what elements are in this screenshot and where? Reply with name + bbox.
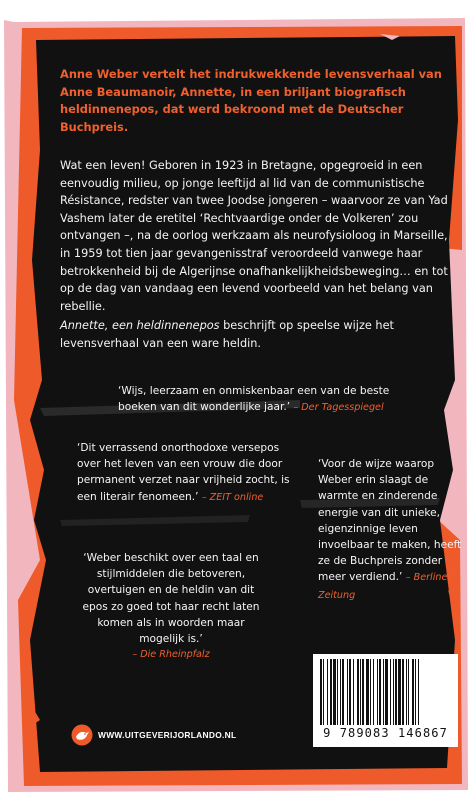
synopsis-paragraph: Wat een leven! Geboren in 1923 in Bretagne, opgegroeid in een eenvoudig milieu, op jonge leeftijd al lid van de communistische Résistance, redster van twee Joodse jongeren – waarvoor ze van Yad Vashem later de eretitel ‘Rechtvaardige onder de Volkeren’ zou ontvangen –, na de oorlog werkzaam als neurofysioloog in Marseille, in 1959 tot tien jaar gevangenisstraf veroordeeld vanwege haar betrokkenheid bij de Algerijnse onafhankelijkheidsbeweging… en tot op de dag van vandaag een levend voorbeeld van het belang van rebellie. [60, 159, 448, 313]
barcode-bar [342, 659, 344, 725]
barcode-bar [406, 659, 407, 725]
barcode-bar [370, 659, 371, 725]
barcode-bar [366, 659, 369, 725]
barcode-bar [330, 659, 332, 725]
isbn-number: 9 789083 146867 [323, 726, 448, 740]
review-quote-zeit [77, 440, 299, 506]
barcode-bar [362, 659, 364, 725]
summary-paragraph [60, 317, 455, 352]
bird-in-circle-icon [71, 724, 93, 746]
barcode-bar [379, 659, 381, 725]
quote-source: – Der Tagesspiegel [293, 402, 384, 414]
barcode-bar [320, 659, 322, 725]
barcode-bar [390, 659, 391, 725]
barcode-bars [320, 659, 451, 725]
isbn-barcode [313, 654, 458, 747]
barcode-bar [360, 659, 361, 725]
book-title-italic: Annette, een heldinnenepos [60, 319, 220, 332]
barcode-bar [373, 659, 374, 725]
barcode-bar [357, 659, 359, 725]
intro-blurb: Anne Weber vertelt het indrukwekkende levensverhaal van Anne Beaumanoir, Annette, in een briljant biografisch heldinnenepos, dat werd bekroond met de Deutscher Buchpreis. [60, 67, 442, 134]
quote-text: ‘Wijs, leerzaam en onmiskenbaar een van de beste boeken van dit wonderlijke jaar.’ [118, 385, 390, 414]
quote-text: ‘Weber beschikt over een taal en stijlmiddelen die betoveren, overtuigen en de heldin van dit epos zo goed tot haar recht laten komen als in woorden maar mogelijk is.’ [82, 552, 260, 646]
quote-text: ‘Dit verrassend onorthodoxe versepos over het leven van een vrouw die door permanent verzet naar vrijheid zocht, is een literair fenomeen.’ [77, 442, 290, 503]
barcode-bar [353, 659, 354, 725]
barcode-bar [393, 659, 394, 725]
barcode-bar [398, 659, 401, 725]
barcode-bar [395, 659, 397, 725]
barcode-bar [408, 659, 409, 725]
barcode-bar [340, 659, 341, 725]
barcode-bar [349, 659, 351, 725]
barcode-bar [337, 659, 338, 725]
quote-text: ‘Voor de wijze waarop Weber erin slaagt de warmte en zinderende energie van dit unieke, eigenzinnige leven invoelbaar te maken, heeft ze de Buchpreis zonder meer verdiend.’ [318, 458, 462, 584]
barcode-bar [327, 659, 328, 725]
barcode-bar [415, 659, 416, 725]
barcode-bar [412, 659, 414, 725]
barcode-bar [402, 659, 404, 725]
summary-text: beschrijft op speelse wijze het levensverhaal van een ware heldin. [60, 319, 394, 350]
barcode-bar [383, 659, 384, 725]
review-quote-rheinpfalz [80, 550, 262, 663]
review-quote-berliner [318, 456, 469, 604]
quote-source: – Berliner Zeitung [318, 572, 452, 601]
review-quote-tagesspiegel [118, 383, 418, 416]
barcode-bar [377, 659, 378, 725]
barcode-bar [347, 659, 348, 725]
quote-source: – ZEIT online [201, 491, 264, 503]
barcode-bar [385, 659, 388, 725]
barcode-bar [418, 659, 419, 725]
quote-source: – Die Rheinpfalz [132, 649, 210, 661]
barcode-bar [323, 659, 324, 725]
publisher-website[interactable]: WWW.UITGEVERIJORLANDO.NL [98, 730, 237, 740]
barcode-bar [333, 659, 336, 725]
